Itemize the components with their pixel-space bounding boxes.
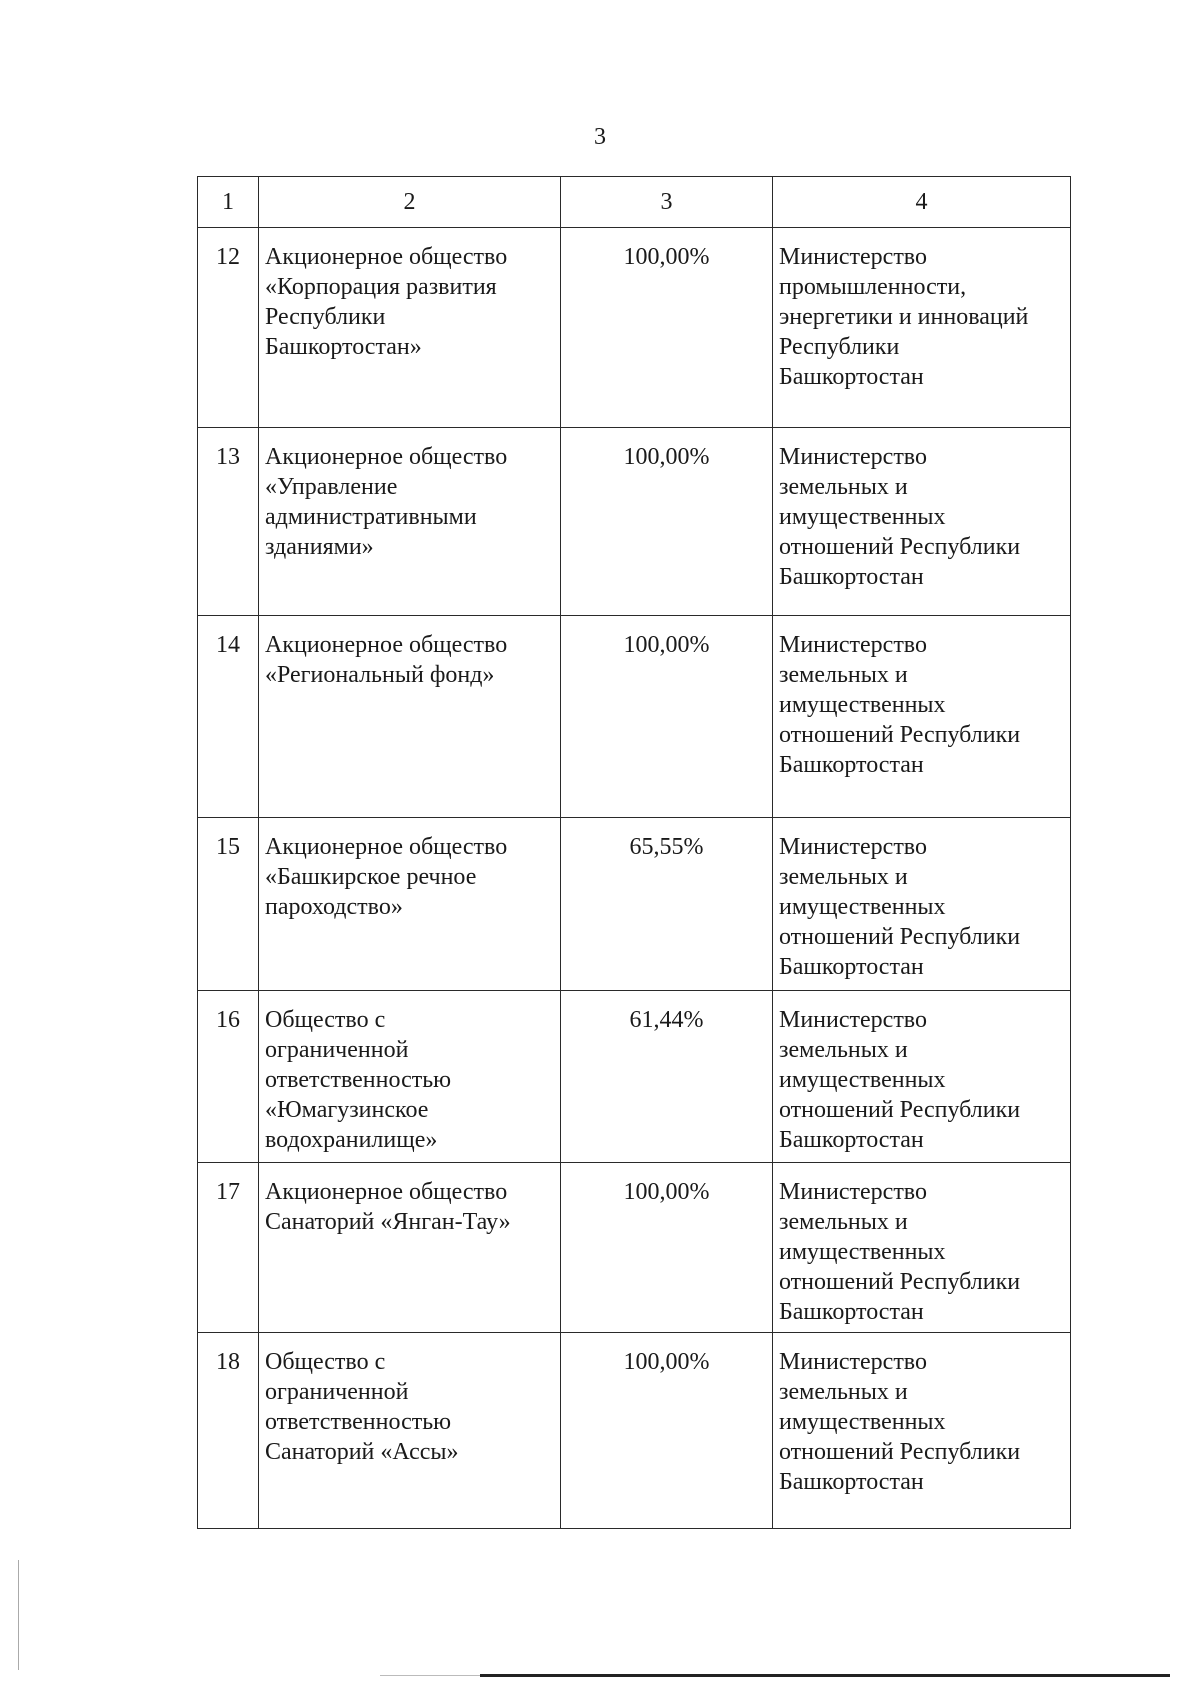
organization-name: Акционерное общество «Корпорация развития Республики Башкортостан» [259, 228, 561, 428]
organization-name: Акционерное общество «Башкирское речное пароходство» [259, 818, 561, 991]
table-header [198, 177, 1071, 228]
scan-artifact-line [480, 1674, 1170, 1677]
row-number: 17 [198, 1163, 259, 1333]
header-col-2: 2 [259, 177, 561, 228]
share-percent: 100,00% [561, 1163, 773, 1333]
responsible-authority: Министерство промышленности, энергетики и инноваций Республики Башкортостан [773, 228, 1071, 428]
share-percent: 65,55% [561, 818, 773, 991]
responsible-authority: Министерство земельных и имущественных отношений Республики Башкортостан [773, 428, 1071, 616]
scan-artifact-line-light [380, 1675, 480, 1676]
table-row [198, 616, 1071, 818]
organization-name: Общество с ограниченной ответственностью «Юмагузинское водохранилище» [259, 991, 561, 1163]
table-body [198, 228, 1071, 1529]
responsible-authority: Министерство земельных и имущественных отношений Республики Башкортостан [773, 616, 1071, 818]
header-col-1: 1 [198, 177, 259, 228]
responsible-authority: Министерство земельных и имущественных отношений Республики Башкортостан [773, 1333, 1071, 1529]
share-percent: 100,00% [561, 228, 773, 428]
share-percent: 100,00% [561, 1333, 773, 1529]
table-row [198, 1333, 1071, 1529]
table-row [198, 228, 1071, 428]
share-percent: 100,00% [561, 428, 773, 616]
header-col-4: 4 [773, 177, 1071, 228]
registry-table [197, 176, 1071, 1529]
organization-name: Общество с ограниченной ответственностью Санаторий «Ассы» [259, 1333, 561, 1529]
row-number: 15 [198, 818, 259, 991]
share-percent: 100,00% [561, 616, 773, 818]
header-row [198, 177, 1071, 228]
share-percent: 61,44% [561, 991, 773, 1163]
table-row [198, 818, 1071, 991]
row-number: 12 [198, 228, 259, 428]
responsible-authority: Министерство земельных и имущественных отношений Республики Башкортостан [773, 818, 1071, 991]
row-number: 18 [198, 1333, 259, 1529]
organization-name: Акционерное общество Санаторий «Янган-Тау» [259, 1163, 561, 1333]
table-row [198, 428, 1071, 616]
organization-name: Акционерное общество «Региональный фонд» [259, 616, 561, 818]
responsible-authority: Министерство земельных и имущественных отношений Республики Башкортостан [773, 1163, 1071, 1333]
page-number: 3 [594, 124, 606, 150]
table-row [198, 1163, 1071, 1333]
organization-name: Акционерное общество «Управление административными зданиями» [259, 428, 561, 616]
scan-artifact-margin-mark [18, 1560, 19, 1670]
table-row [198, 991, 1071, 1163]
responsible-authority: Министерство земельных и имущественных отношений Республики Башкортостан [773, 991, 1071, 1163]
header-col-3: 3 [561, 177, 773, 228]
row-number: 13 [198, 428, 259, 616]
row-number: 16 [198, 991, 259, 1163]
row-number: 14 [198, 616, 259, 818]
